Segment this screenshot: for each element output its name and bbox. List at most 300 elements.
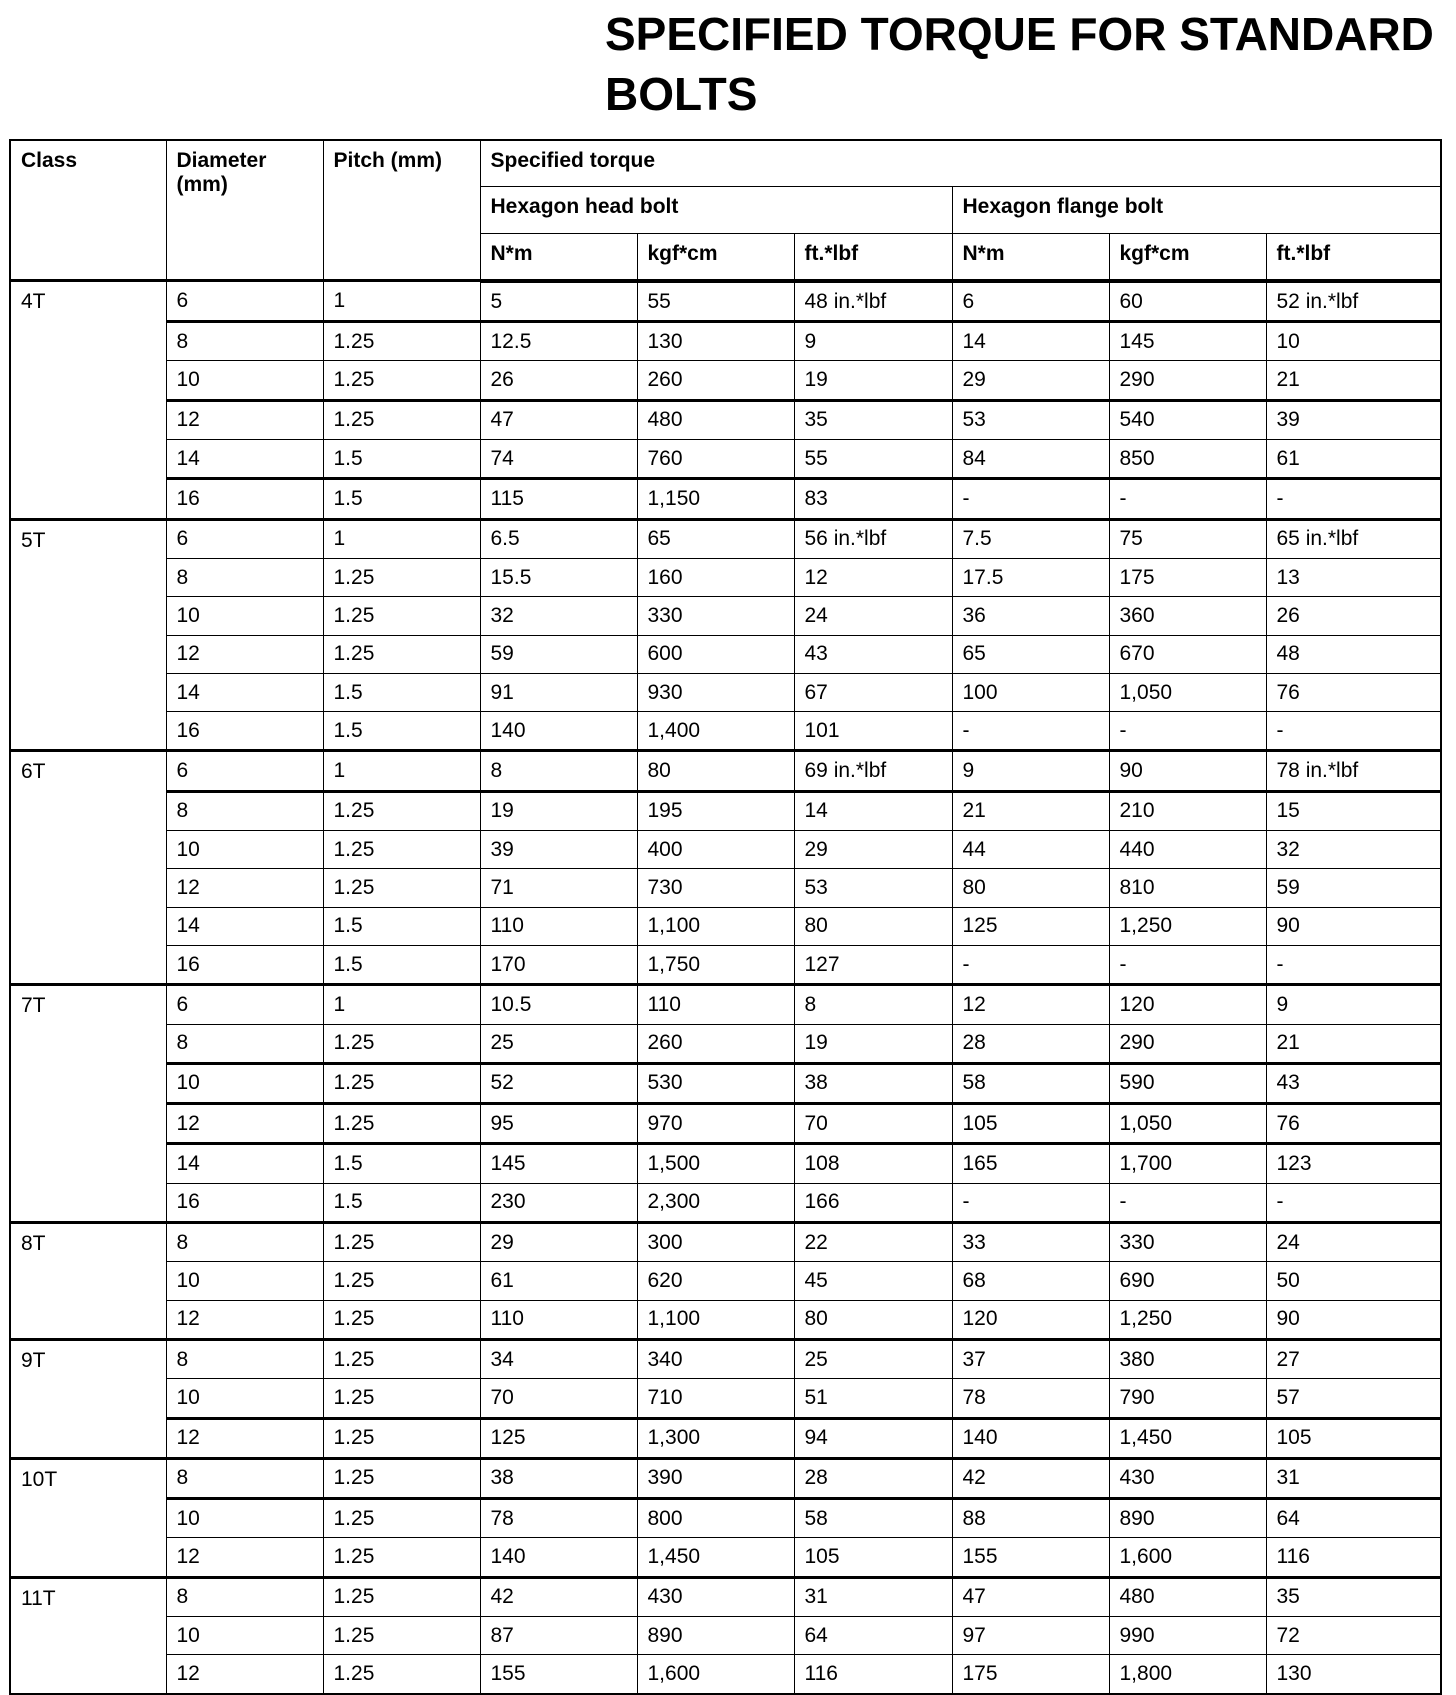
table-cell: 64 xyxy=(1266,1499,1441,1538)
table-cell: 6 xyxy=(166,985,323,1024)
table-cell: 400 xyxy=(637,831,794,869)
header-diameter: Diameter (mm) xyxy=(166,140,323,281)
table-cell: 990 xyxy=(1109,1616,1266,1654)
table-cell: 1,250 xyxy=(1109,1300,1266,1339)
table-cell: - xyxy=(952,1183,1109,1222)
class-cell: 7T xyxy=(10,985,166,1223)
table-cell: 57 xyxy=(1266,1379,1441,1418)
table-cell: 8 xyxy=(480,751,637,791)
table-cell: 70 xyxy=(480,1379,637,1418)
header-pitch: Pitch (mm) xyxy=(323,140,480,281)
table-cell: 60 xyxy=(1109,281,1266,322)
table-row xyxy=(10,945,1441,984)
table-cell: 91 xyxy=(480,673,637,711)
table-cell: 1.5 xyxy=(323,479,480,519)
table-cell: 70 xyxy=(794,1104,952,1144)
table-cell: 78 xyxy=(480,1499,637,1538)
table-row xyxy=(10,1300,1441,1339)
table-cell: 145 xyxy=(480,1144,637,1183)
table-cell: 21 xyxy=(952,791,1109,830)
table-cell: 31 xyxy=(1266,1458,1441,1498)
header-unit-nm-head: N*m xyxy=(480,233,637,281)
table-cell: 76 xyxy=(1266,673,1441,711)
table-row xyxy=(10,400,1441,439)
table-cell: 72 xyxy=(1266,1616,1441,1654)
table-cell: 10 xyxy=(166,1379,323,1418)
table-cell: 1,150 xyxy=(637,479,794,519)
class-cell: 8T xyxy=(10,1223,166,1340)
table-row xyxy=(10,635,1441,673)
table-cell: 8 xyxy=(166,1458,323,1498)
table-cell: 120 xyxy=(952,1300,1109,1339)
table-cell: 32 xyxy=(480,597,637,635)
table-cell: 1.5 xyxy=(323,673,480,711)
table-cell: 67 xyxy=(794,673,952,711)
table-cell: 330 xyxy=(1109,1223,1266,1262)
table-cell: 10.5 xyxy=(480,985,637,1024)
table-cell: 140 xyxy=(480,712,637,751)
class-cell: 4T xyxy=(10,281,166,519)
table-cell: 16 xyxy=(166,1183,323,1222)
table-cell: 58 xyxy=(794,1499,952,1538)
table-cell: 1,250 xyxy=(1109,907,1266,945)
table-cell: 29 xyxy=(952,361,1109,400)
table-cell: 48 xyxy=(1266,635,1441,673)
table-cell: 540 xyxy=(1109,400,1266,439)
table-cell: 14 xyxy=(166,440,323,479)
table-cell: 14 xyxy=(166,1144,323,1183)
table-cell: 16 xyxy=(166,712,323,751)
table-cell: 1.25 xyxy=(323,1223,480,1262)
table-cell: 260 xyxy=(637,1024,794,1063)
table-cell: 8 xyxy=(166,322,323,361)
table-cell: 6 xyxy=(166,751,323,791)
table-cell: 52 xyxy=(480,1063,637,1103)
table-cell: 32 xyxy=(1266,831,1441,869)
table-cell: 7.5 xyxy=(952,519,1109,558)
table-row xyxy=(10,712,1441,751)
table-cell: 115 xyxy=(480,479,637,519)
table-cell: - xyxy=(952,945,1109,984)
table-cell: 430 xyxy=(1109,1458,1266,1498)
table-cell: 160 xyxy=(637,558,794,596)
table-cell: 10 xyxy=(166,1616,323,1654)
table-cell: 80 xyxy=(794,907,952,945)
table-cell: 16 xyxy=(166,945,323,984)
table-cell: 39 xyxy=(480,831,637,869)
table-cell: 50 xyxy=(1266,1262,1441,1300)
table-cell: 1,750 xyxy=(637,945,794,984)
table-cell: 10 xyxy=(1266,322,1441,361)
table-cell: 12 xyxy=(166,869,323,907)
table-cell: 290 xyxy=(1109,361,1266,400)
table-row xyxy=(10,831,1441,869)
table-row xyxy=(10,322,1441,361)
table-cell: 1.25 xyxy=(323,361,480,400)
header-unit-nm-flange: N*m xyxy=(952,233,1109,281)
table-cell: 12 xyxy=(166,635,323,673)
table-cell: 1,450 xyxy=(637,1538,794,1577)
table-cell: 620 xyxy=(637,1262,794,1300)
table-row xyxy=(10,558,1441,596)
table-cell: 1,450 xyxy=(1109,1418,1266,1458)
table-cell: 16 xyxy=(166,479,323,519)
table-cell: 6 xyxy=(166,519,323,558)
table-cell: 55 xyxy=(794,440,952,479)
table-row xyxy=(10,1538,1441,1577)
table-cell: 1.5 xyxy=(323,712,480,751)
table-cell: 1 xyxy=(323,985,480,1024)
table-cell: 760 xyxy=(637,440,794,479)
table-cell: 480 xyxy=(637,400,794,439)
table-cell: 12 xyxy=(952,985,1109,1024)
table-cell: 36 xyxy=(952,597,1109,635)
table-cell: 52 in.*lbf xyxy=(1266,281,1441,322)
table-cell: - xyxy=(1266,945,1441,984)
table-cell: 1,800 xyxy=(1109,1655,1266,1694)
table-cell: - xyxy=(1266,712,1441,751)
header-class: Class xyxy=(10,140,166,281)
table-cell: 8 xyxy=(166,791,323,830)
header-hexagon-head-bolt: Hexagon head bolt xyxy=(480,187,952,233)
table-cell: 12 xyxy=(166,400,323,439)
table-cell: 8 xyxy=(166,1024,323,1063)
table-cell: 35 xyxy=(1266,1577,1441,1616)
table-row xyxy=(10,519,1441,558)
table-cell: 790 xyxy=(1109,1379,1266,1418)
table-row xyxy=(10,1144,1441,1183)
table-cell: 330 xyxy=(637,597,794,635)
table-cell: 210 xyxy=(1109,791,1266,830)
page-title: SPECIFIED TORQUE FOR STANDARD BOLTS xyxy=(605,8,1434,120)
table-cell: 65 in.*lbf xyxy=(1266,519,1441,558)
table-row xyxy=(10,869,1441,907)
torque-table xyxy=(9,139,1442,1695)
header-unit-ftlbf-flange: ft.*lbf xyxy=(1266,233,1441,281)
table-row xyxy=(10,1458,1441,1498)
table-cell: - xyxy=(1266,479,1441,519)
table-cell: 810 xyxy=(1109,869,1266,907)
table-cell: 15.5 xyxy=(480,558,637,596)
table-cell: 1,400 xyxy=(637,712,794,751)
table-cell: 27 xyxy=(1266,1339,1441,1378)
table-row xyxy=(10,1418,1441,1458)
table-cell: 24 xyxy=(794,597,952,635)
table-cell: 38 xyxy=(480,1458,637,1498)
table-cell: 1.5 xyxy=(323,1183,480,1222)
table-cell: 26 xyxy=(1266,597,1441,635)
table-cell: 55 xyxy=(637,281,794,322)
table-row xyxy=(10,1379,1441,1418)
table-cell: 230 xyxy=(480,1183,637,1222)
table-row xyxy=(10,1577,1441,1616)
table-cell: 390 xyxy=(637,1458,794,1498)
table-row xyxy=(10,985,1441,1024)
table-cell: - xyxy=(1266,1183,1441,1222)
table-cell: 95 xyxy=(480,1104,637,1144)
table-cell: 21 xyxy=(1266,361,1441,400)
table-cell: 1,700 xyxy=(1109,1144,1266,1183)
table-cell: 155 xyxy=(480,1655,637,1694)
table-cell: - xyxy=(952,479,1109,519)
table-cell: 1.25 xyxy=(323,1577,480,1616)
table-cell: 1.25 xyxy=(323,791,480,830)
table-cell: 90 xyxy=(1109,751,1266,791)
table-row xyxy=(10,281,1441,322)
table-cell: 1.25 xyxy=(323,1262,480,1300)
table-cell: 2,300 xyxy=(637,1183,794,1222)
table-cell: 10 xyxy=(166,1499,323,1538)
table-cell: 1.5 xyxy=(323,1144,480,1183)
table-cell: 1.5 xyxy=(323,945,480,984)
table-cell: 5 xyxy=(480,281,637,322)
table-cell: 123 xyxy=(1266,1144,1441,1183)
table-cell: 110 xyxy=(480,907,637,945)
table-cell: 84 xyxy=(952,440,1109,479)
table-cell: 10 xyxy=(166,597,323,635)
table-cell: 22 xyxy=(794,1223,952,1262)
table-cell: 6.5 xyxy=(480,519,637,558)
table-cell: 90 xyxy=(1266,907,1441,945)
table-row xyxy=(10,479,1441,519)
table-cell: 58 xyxy=(952,1063,1109,1103)
table-cell: 1.25 xyxy=(323,1418,480,1458)
table-cell: 10 xyxy=(166,1262,323,1300)
table-cell: 25 xyxy=(480,1024,637,1063)
table-cell: 14 xyxy=(166,907,323,945)
table-row xyxy=(10,907,1441,945)
table-cell: 125 xyxy=(480,1418,637,1458)
table-cell: 90 xyxy=(1266,1300,1441,1339)
table-cell: 74 xyxy=(480,440,637,479)
table-cell: 110 xyxy=(480,1300,637,1339)
table-row xyxy=(10,791,1441,830)
table-cell: 12.5 xyxy=(480,322,637,361)
table-cell: 1 xyxy=(323,751,480,791)
class-cell: 6T xyxy=(10,751,166,985)
table-cell: 175 xyxy=(1109,558,1266,596)
table-cell: 9 xyxy=(1266,985,1441,1024)
table-cell: 8 xyxy=(166,1577,323,1616)
table-cell: 8 xyxy=(166,1223,323,1262)
table-row xyxy=(10,440,1441,479)
table-row xyxy=(10,1616,1441,1654)
table-cell: 1.25 xyxy=(323,635,480,673)
table-cell: 78 in.*lbf xyxy=(1266,751,1441,791)
table-cell: 105 xyxy=(952,1104,1109,1144)
table-cell: 105 xyxy=(794,1538,952,1577)
table-cell: 1.25 xyxy=(323,869,480,907)
table-cell: 21 xyxy=(1266,1024,1441,1063)
table-cell: 33 xyxy=(952,1223,1109,1262)
table-cell: 1.25 xyxy=(323,831,480,869)
table-cell: 970 xyxy=(637,1104,794,1144)
table-cell: 28 xyxy=(794,1458,952,1498)
table-cell: 14 xyxy=(166,673,323,711)
table-cell: 47 xyxy=(480,400,637,439)
table-cell: 1.25 xyxy=(323,1538,480,1577)
table-cell: 15 xyxy=(1266,791,1441,830)
table-cell: 800 xyxy=(637,1499,794,1538)
table-cell: 38 xyxy=(794,1063,952,1103)
table-cell: 9 xyxy=(794,322,952,361)
table-cell: 108 xyxy=(794,1144,952,1183)
header-unit-ftlbf-head: ft.*lbf xyxy=(794,233,952,281)
table-cell: 1,300 xyxy=(637,1418,794,1458)
table-cell: 19 xyxy=(480,791,637,830)
table-cell: 1,600 xyxy=(637,1655,794,1694)
table-row xyxy=(10,1655,1441,1694)
table-cell: 340 xyxy=(637,1339,794,1378)
table-cell: 1.25 xyxy=(323,400,480,439)
header-unit-kgfcm-flange: kgf*cm xyxy=(1109,233,1266,281)
table-cell: 88 xyxy=(952,1499,1109,1538)
table-cell: 13 xyxy=(1266,558,1441,596)
table-cell: 12 xyxy=(166,1300,323,1339)
table-row xyxy=(10,751,1441,791)
table-cell: 47 xyxy=(952,1577,1109,1616)
table-cell: 6 xyxy=(952,281,1109,322)
table-cell: 17.5 xyxy=(952,558,1109,596)
class-cell: 5T xyxy=(10,519,166,751)
table-cell: 71 xyxy=(480,869,637,907)
table-cell: 1.5 xyxy=(323,440,480,479)
table-cell: 125 xyxy=(952,907,1109,945)
table-row xyxy=(10,1223,1441,1262)
table-cell: 116 xyxy=(1266,1538,1441,1577)
table-cell: 51 xyxy=(794,1379,952,1418)
table-cell: 440 xyxy=(1109,831,1266,869)
table-cell: 1,050 xyxy=(1109,1104,1266,1144)
table-cell: 12 xyxy=(166,1538,323,1577)
table-cell: 1.5 xyxy=(323,907,480,945)
table-cell: 43 xyxy=(794,635,952,673)
table-cell: 1.25 xyxy=(323,1655,480,1694)
table-cell: 12 xyxy=(166,1418,323,1458)
table-cell: 170 xyxy=(480,945,637,984)
table-cell: 130 xyxy=(1266,1655,1441,1694)
table-cell: 430 xyxy=(637,1577,794,1616)
table-cell: 100 xyxy=(952,673,1109,711)
table-cell: 1,050 xyxy=(1109,673,1266,711)
table-cell: - xyxy=(1109,1183,1266,1222)
table-cell: 42 xyxy=(480,1577,637,1616)
table-cell: 10 xyxy=(166,1063,323,1103)
table-body xyxy=(10,281,1441,1694)
table-cell: - xyxy=(1109,712,1266,751)
table-cell: 110 xyxy=(637,985,794,1024)
table-cell: 1,600 xyxy=(1109,1538,1266,1577)
table-cell: 690 xyxy=(1109,1262,1266,1300)
table-row xyxy=(10,597,1441,635)
table-cell: 120 xyxy=(1109,985,1266,1024)
table-cell: 26 xyxy=(480,361,637,400)
table-cell: 34 xyxy=(480,1339,637,1378)
header-hexagon-flange-bolt: Hexagon flange bolt xyxy=(952,187,1441,233)
table-cell: 97 xyxy=(952,1616,1109,1654)
table-cell: 44 xyxy=(952,831,1109,869)
table-cell: 43 xyxy=(1266,1063,1441,1103)
table-cell: 80 xyxy=(794,1300,952,1339)
table-cell: 37 xyxy=(952,1339,1109,1378)
table-cell: 12 xyxy=(166,1655,323,1694)
table-cell: 42 xyxy=(952,1458,1109,1498)
table-cell: 35 xyxy=(794,400,952,439)
header-unit-kgfcm-head: kgf*cm xyxy=(637,233,794,281)
table-cell: 710 xyxy=(637,1379,794,1418)
table-cell: 890 xyxy=(1109,1499,1266,1538)
table-cell: 127 xyxy=(794,945,952,984)
table-cell: 850 xyxy=(1109,440,1266,479)
table-cell: 12 xyxy=(166,1104,323,1144)
table-cell: 75 xyxy=(1109,519,1266,558)
table-cell: 530 xyxy=(637,1063,794,1103)
table-cell: 1.25 xyxy=(323,1063,480,1103)
table-cell: 890 xyxy=(637,1616,794,1654)
table-cell: 64 xyxy=(794,1616,952,1654)
table-row xyxy=(10,1063,1441,1103)
table-cell: 1,500 xyxy=(637,1144,794,1183)
table-cell: 19 xyxy=(794,361,952,400)
table-cell: 300 xyxy=(637,1223,794,1262)
table-cell: 29 xyxy=(480,1223,637,1262)
table-cell: 155 xyxy=(952,1538,1109,1577)
table-cell: 28 xyxy=(952,1024,1109,1063)
table-cell: 68 xyxy=(952,1262,1109,1300)
table-cell: 10 xyxy=(166,831,323,869)
table-cell: 14 xyxy=(952,322,1109,361)
table-cell: 145 xyxy=(1109,322,1266,361)
table-cell: 600 xyxy=(637,635,794,673)
class-cell: 10T xyxy=(10,1458,166,1577)
table-cell: 78 xyxy=(952,1379,1109,1418)
table-cell: 14 xyxy=(794,791,952,830)
table-cell: 730 xyxy=(637,869,794,907)
table-cell: 53 xyxy=(794,869,952,907)
table-row xyxy=(10,1499,1441,1538)
table-cell: 1,100 xyxy=(637,907,794,945)
class-cell: 11T xyxy=(10,1577,166,1693)
table-cell: 380 xyxy=(1109,1339,1266,1378)
table-cell: 360 xyxy=(1109,597,1266,635)
table-cell: 12 xyxy=(794,558,952,596)
table-cell: 175 xyxy=(952,1655,1109,1694)
table-cell: 590 xyxy=(1109,1063,1266,1103)
table-cell: 80 xyxy=(637,751,794,791)
table-cell: 19 xyxy=(794,1024,952,1063)
table-cell: 25 xyxy=(794,1339,952,1378)
table-row xyxy=(10,1262,1441,1300)
table-cell: 1.25 xyxy=(323,1300,480,1339)
table-row xyxy=(10,1024,1441,1063)
table-cell: 80 xyxy=(952,869,1109,907)
table-cell: 59 xyxy=(480,635,637,673)
table-cell: 670 xyxy=(1109,635,1266,673)
table-cell: 56 in.*lbf xyxy=(794,519,952,558)
table-cell: 116 xyxy=(794,1655,952,1694)
table-cell: 1 xyxy=(323,281,480,322)
table-cell: 140 xyxy=(952,1418,1109,1458)
table-cell: 1.25 xyxy=(323,322,480,361)
table-cell: 65 xyxy=(637,519,794,558)
table-cell: 8 xyxy=(166,558,323,596)
table-cell: 1.25 xyxy=(323,1458,480,1498)
table-cell: 1.25 xyxy=(323,558,480,596)
table-cell: 61 xyxy=(1266,440,1441,479)
table-cell: 83 xyxy=(794,479,952,519)
table-cell: 1.25 xyxy=(323,597,480,635)
table-cell: 130 xyxy=(637,322,794,361)
